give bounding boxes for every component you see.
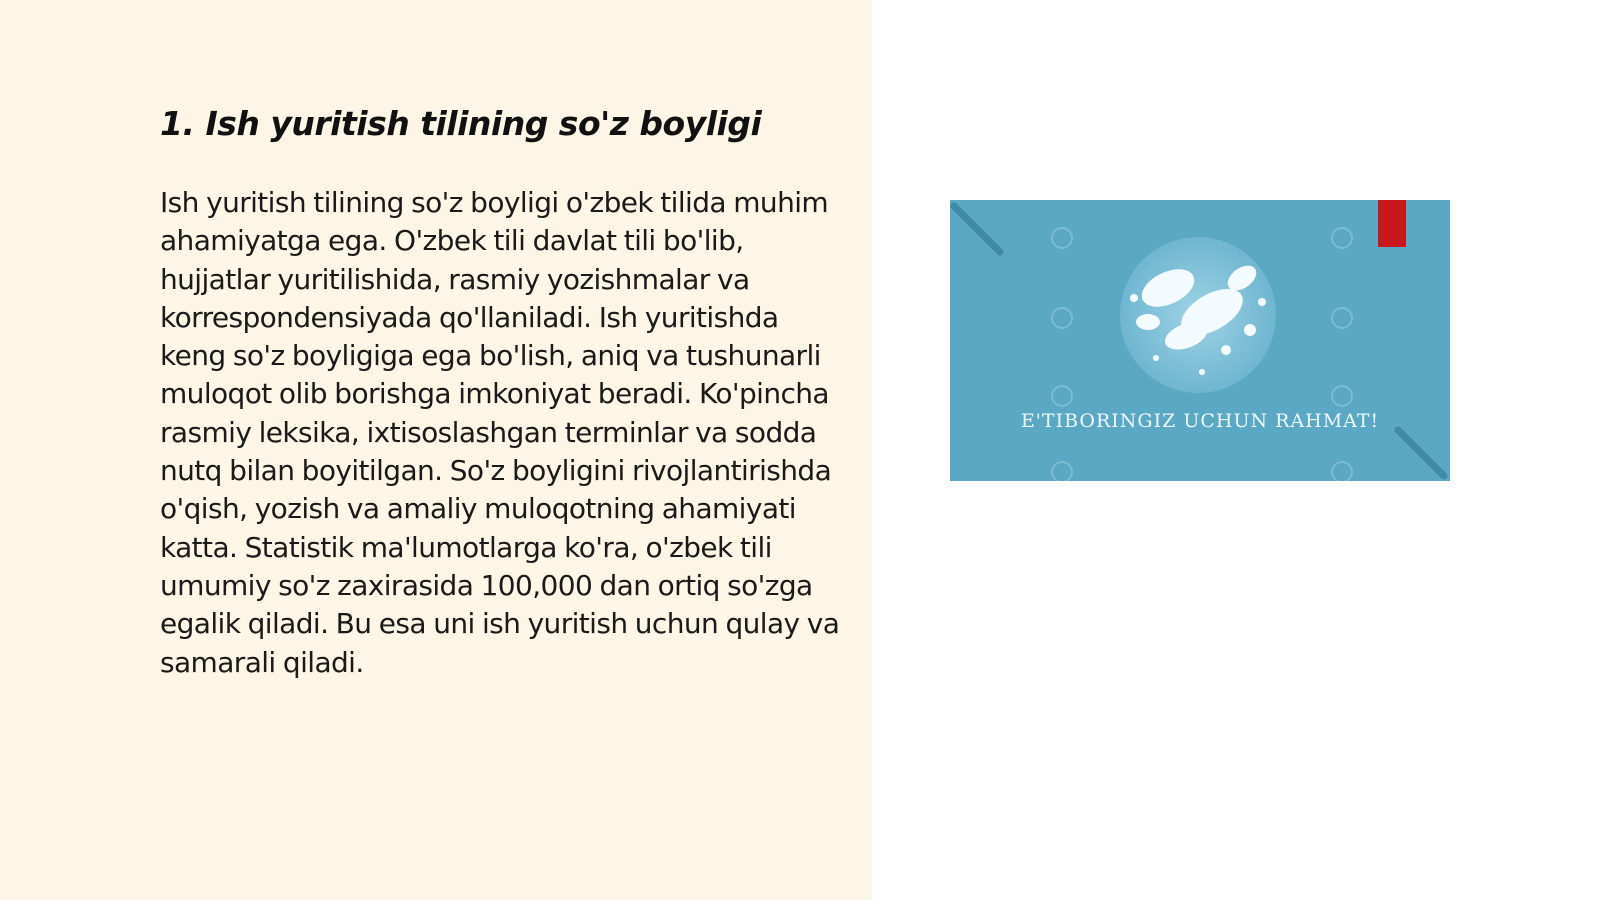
image-artwork xyxy=(950,200,1450,481)
pencil-top-left xyxy=(954,206,1000,252)
red-bookmark xyxy=(1378,200,1406,247)
slide-body-text: Ish yuritish tilining so'z boyligi o'zbek tilida muhim ahamiyatga ega. O'zbek tili davlat tili bo'lib, hujjatlar yuritilishida, rasmiy yozishmalar va korrespondensiyada qo'llaniladi. Ish yuritishda keng so'z boyligiga ega bo'lish, aniq va tushunarli muloqot olib borishga imkoniyat beradi. Ko'pincha rasmiy leksika, ixtisoslashgan terminlar va sodda nutq bilan boyitilgan. So'z boyligini rivojlantirishda o'qish, yozish va amaliy muloqotning ahamiyati katta. Statistik ma'lumotlarga ko'ra, o'zbek tili umumiy so'z zaxirasida 100,000 dan ortiq so'zga egalik qiladi. Bu esa uni ish yuritish uchun qulay va samarali qiladi. xyxy=(160,186,840,679)
thank-you-caption: E'TIBORINGIZ UCHUN RAHMAT! xyxy=(1020,410,1380,432)
pencil-bottom-right xyxy=(1398,430,1444,476)
slide-title: 1. Ish yuritish tilining so'z boyligi xyxy=(160,104,762,143)
thank-you-image xyxy=(950,200,1450,481)
